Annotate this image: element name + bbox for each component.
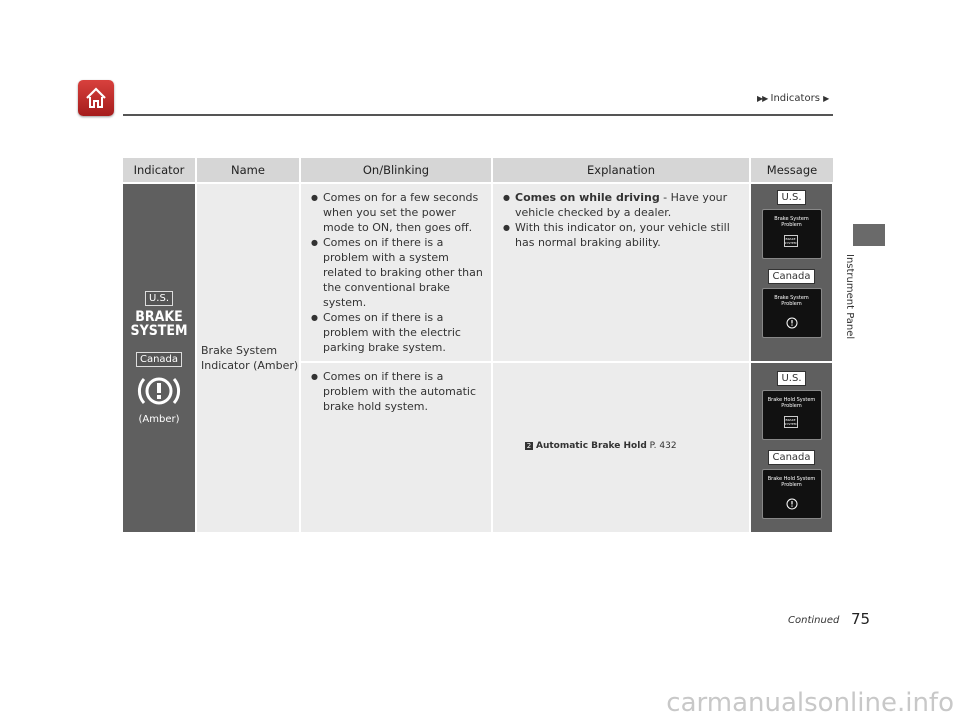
message-cell	[750, 183, 833, 362]
watermark: carmanualsonline.info	[666, 688, 954, 718]
breadcrumb-label: Indicators	[770, 93, 820, 104]
indicator-cell	[123, 183, 196, 532]
home-button[interactable]	[78, 80, 114, 116]
list-item: ● With this indicator on, your vehicle still has normal braking ability.	[503, 220, 743, 250]
message-screen	[762, 469, 822, 519]
on-blinking-list	[301, 184, 491, 361]
us-tag: U.S.	[777, 371, 805, 386]
on-blinking-cell	[300, 183, 492, 362]
amber-note: (Amber)	[138, 414, 180, 425]
brake-warning-icon	[785, 317, 799, 329]
section-label	[844, 250, 872, 390]
xref-title: Automatic Brake Hold	[536, 441, 647, 451]
home-icon	[84, 86, 108, 110]
header-rule	[123, 114, 833, 116]
section-tab	[853, 224, 885, 246]
message-screen	[762, 209, 822, 259]
message-screen	[762, 288, 822, 338]
cross-reference-link[interactable]	[525, 441, 677, 451]
indicator-table	[123, 158, 834, 532]
table-row	[123, 183, 833, 362]
message-subtitle: Problem	[781, 222, 802, 228]
list-item: ● Comes on if there is a problem with the electric parking brake system.	[311, 310, 485, 355]
canada-tag: Canada	[768, 450, 814, 465]
on-blinking-list	[301, 363, 491, 420]
message-title: Brake Hold System	[767, 476, 816, 482]
message-title: Brake System	[774, 295, 809, 301]
table-header-row	[123, 158, 833, 183]
message-cell	[750, 362, 833, 532]
breadcrumb-arrow-icon: ▶▶	[757, 94, 768, 103]
list-item	[503, 190, 743, 220]
header-indicator: Indicator	[123, 158, 196, 183]
page-number: 75	[851, 610, 871, 628]
brake-system-symbol	[123, 310, 195, 338]
brake-word-line2: SYSTEM	[130, 323, 188, 339]
header-message: Message	[750, 158, 833, 183]
icon-text: BRAKE SYSTEM	[784, 418, 797, 426]
explanation-bold: Comes on while driving	[515, 191, 660, 204]
us-tag: U.S.	[777, 190, 805, 205]
explanation-cell	[492, 183, 750, 362]
xref-page: P. 432	[646, 441, 677, 451]
continued-note: Continued	[788, 615, 840, 626]
link-arrow-icon: 2	[526, 442, 532, 450]
list-item: ● Comes on for a few seconds when you set the power mode to ON, then goes off.	[311, 190, 485, 235]
message-screen	[762, 390, 822, 440]
message-subtitle: Problem	[781, 403, 802, 409]
message-subtitle: Problem	[781, 482, 802, 488]
canada-tag: Canada	[768, 269, 814, 284]
breadcrumb[interactable]	[757, 93, 828, 104]
name-line2: Indicator (Amber)	[201, 359, 299, 372]
on-blinking-cell	[300, 362, 492, 532]
list-item: ● Comes on if there is a problem with a system related to braking other than the conventional brake system.	[311, 235, 485, 310]
brake-warning-icon	[785, 498, 799, 510]
header-explanation: Explanation	[492, 158, 750, 183]
message-title: Brake System	[774, 216, 809, 222]
list-item: ● Comes on if there is a problem with the automatic brake hold system.	[311, 369, 485, 414]
header-on-blinking: On/Blinking	[300, 158, 492, 183]
icon-text: BRAKE SYSTEM	[784, 237, 797, 245]
message-title: Brake Hold System	[767, 397, 816, 403]
us-tag: U.S.	[145, 291, 173, 306]
header-name: Name	[196, 158, 300, 183]
explanation-cell	[492, 362, 750, 532]
brake-word-line1: BRAKE	[135, 309, 183, 325]
brake-system-icon	[784, 235, 798, 247]
explanation-list	[493, 184, 749, 256]
message-subtitle: Problem	[781, 301, 802, 307]
name-cell	[196, 183, 300, 532]
breadcrumb-arrow-icon: ▶	[823, 94, 829, 103]
canada-tag: Canada	[136, 352, 182, 367]
brake-system-icon	[784, 416, 798, 428]
explanation-rest: - Have your vehicle checked by a dealer.	[515, 191, 728, 219]
name-line1: Brake System	[201, 344, 278, 357]
section-label-text: Instrument Panel	[844, 254, 855, 340]
brake-warning-icon	[137, 373, 181, 409]
